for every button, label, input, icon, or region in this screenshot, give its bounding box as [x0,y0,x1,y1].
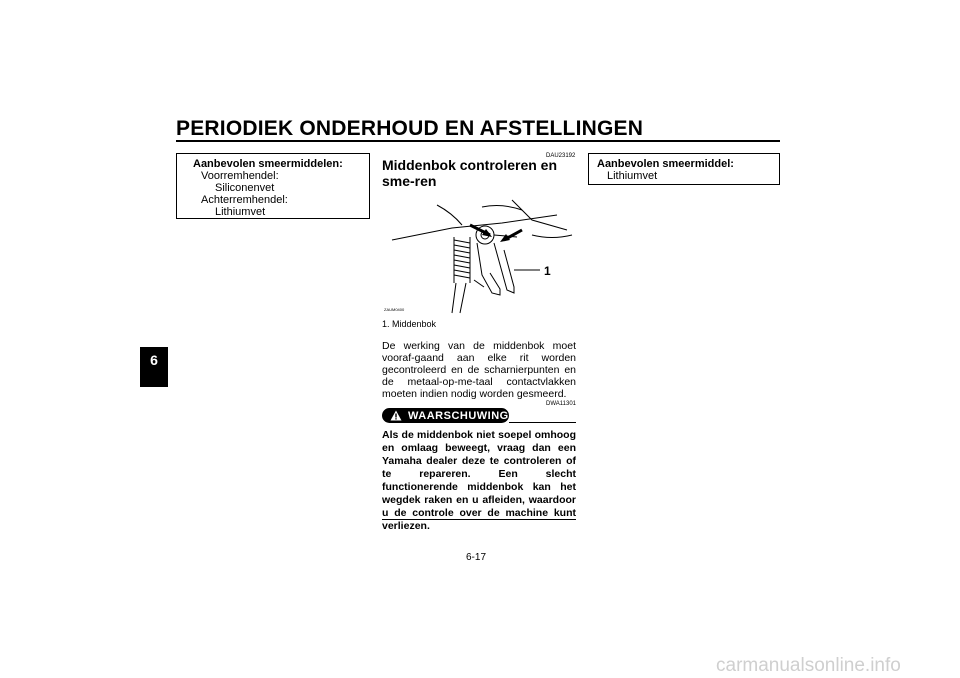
figure-callout: 1 [544,264,551,278]
section-code: DAU23192 [546,153,576,159]
chapter-number: 6 [150,352,158,368]
lubricant-heading: Aanbevolen smeermiddel: [597,158,734,170]
warning-badge [382,408,509,423]
front-lever-value: Siliconenvet [215,182,275,194]
watermark: carmanualsonline.info [716,655,901,676]
title-rule [176,140,780,142]
rear-lever-label: Achterremhendel: [201,194,288,206]
warning-code: DWA11301 [546,401,577,407]
lubricants-heading: Aanbevolen smeermiddelen: [193,158,343,170]
figure-caption: 1. Middenbok [382,319,437,329]
page-title: PERIODIEK ONDERHOUD EN AFSTELLINGEN [176,117,644,140]
chapter-tab [140,347,168,387]
warning-label: WAARSCHUWING [408,409,509,422]
rear-lever-value: Lithiumvet [215,206,266,218]
section-body: De werking van de middenbok moet vooraf-gaand aan elke rit worden gecontroleerd en de scharnierpunten en de metaal-op-me-taal contactvlakken moeten indien nodig worden gesmeerd. [382,340,576,400]
lubricants-box [176,153,370,219]
warning-bottom-rule [382,519,576,520]
lubricant-value: Lithiumvet [607,170,658,182]
warning-triangle-icon [390,410,402,421]
centerstand-figure [382,195,578,315]
centerstand-illustration [382,195,578,315]
warning-text: Als de middenbok niet soepel omhoog en omlaag beweegt, vraag dan een Yamaha dealer deze te controleren of te repareren. Een slecht functionerende middenbok kan het wegdek raken en u afleiden, waardoor u de controle over de machine kunt verliezen. [382,429,576,532]
figure-code: ZAUM0400 [384,307,405,312]
warning-rule [509,422,576,423]
lubricant-box-right [588,153,780,185]
section-title: Middenbok controleren en sme-ren [382,157,558,189]
front-lever-label: Voorremhendel: [201,170,279,182]
page-number: 6-17 [466,552,487,563]
